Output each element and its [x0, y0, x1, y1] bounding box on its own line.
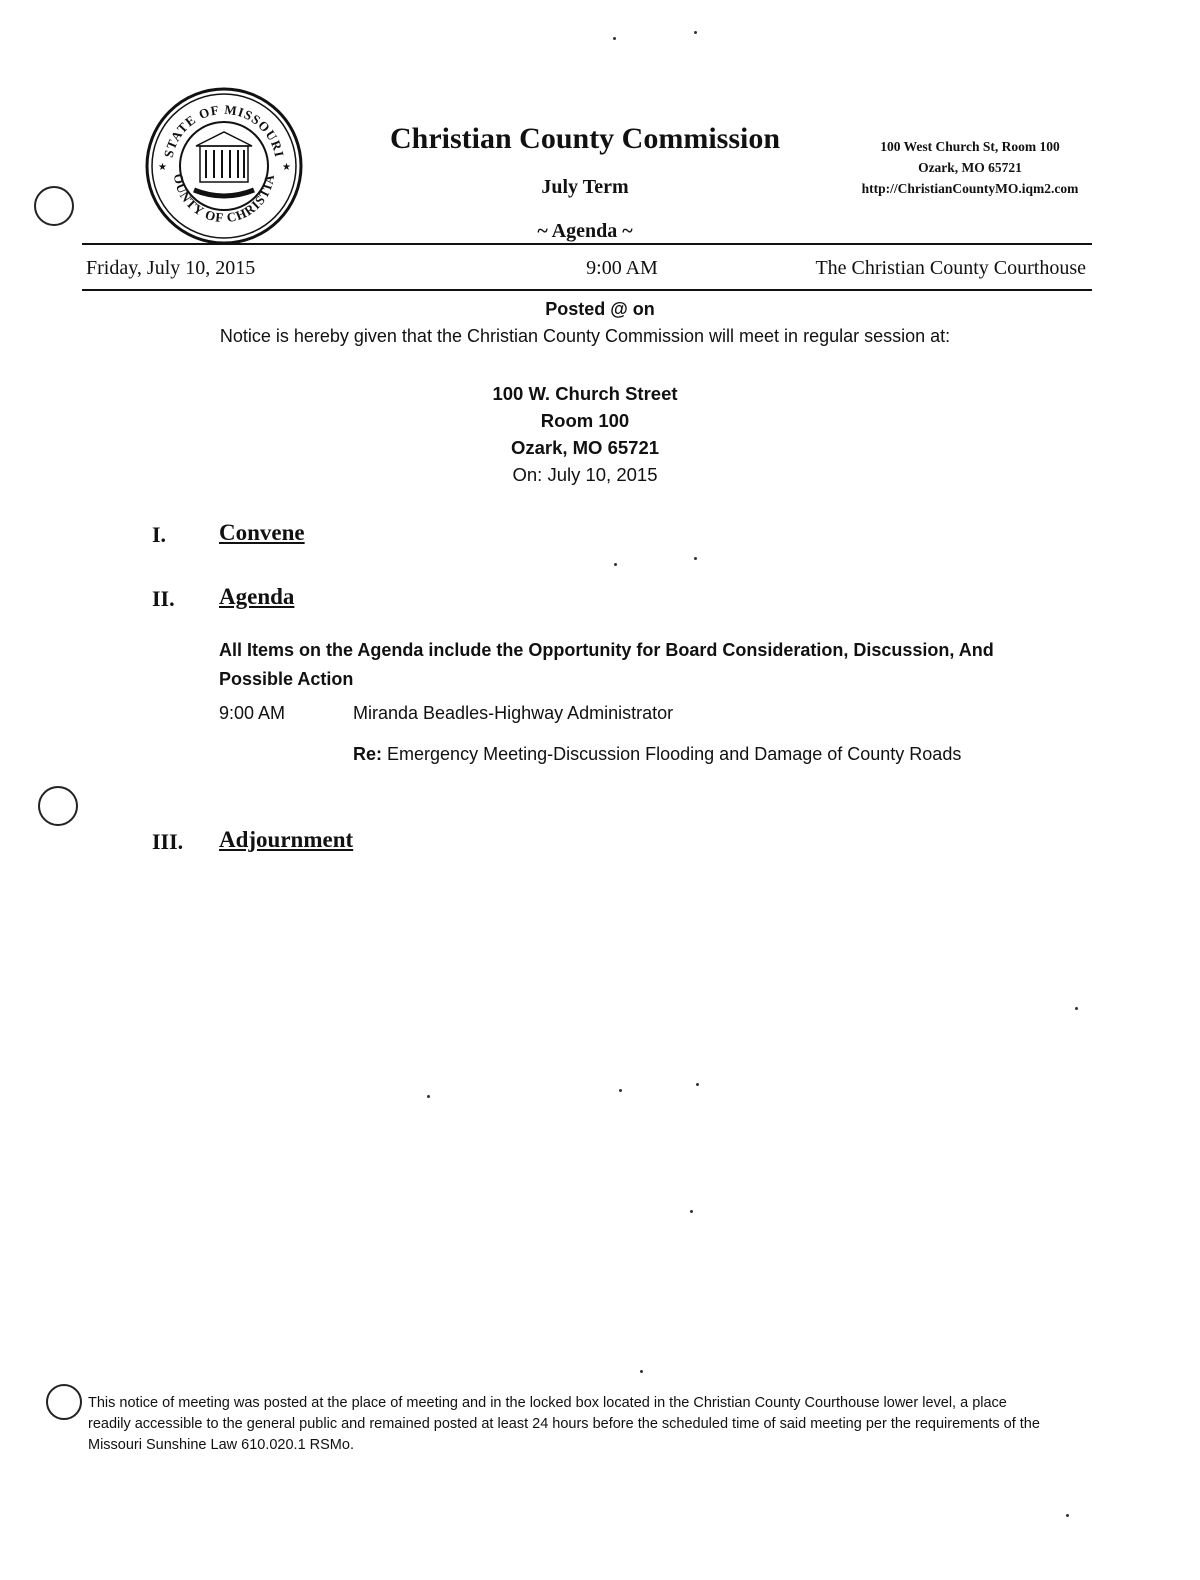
website-link: http://ChristianCountyMO.iqm2.com	[861, 181, 1079, 196]
scan-speck	[694, 557, 697, 560]
posting-notice-footer: This notice of meeting was posted at the place of meeting and in the locked box located in the Christian County Courthouse lower level, a place readily accessible to the general public and remained posted at least 24 hours before the scheduled time of said meeting per the requirements of the Missouri Sunshine Law 610.020.1 RSMo.	[88, 1395, 1040, 1453]
county-seal	[144, 86, 304, 246]
agenda-item-time: 9:00 AM	[219, 703, 286, 723]
section-title-adjournment: Adjournment	[219, 827, 354, 852]
section-title-convene: Convene	[219, 520, 305, 545]
section-number: II.	[152, 586, 175, 611]
scan-speck	[696, 1083, 699, 1086]
scan-speck	[694, 31, 697, 34]
scan-speck	[614, 563, 617, 566]
scan-speck	[427, 1095, 430, 1098]
svg-text:★: ★	[158, 162, 167, 173]
section-number: I.	[152, 522, 167, 547]
agenda-heading: ~ Agenda ~	[537, 220, 633, 242]
agenda-note: All Items on the Agenda include the Opportunity for Board Consideration, Discussion, And Possible Action	[219, 640, 994, 689]
section-title-agenda: Agenda	[219, 584, 295, 609]
agenda-item-presenter: Miranda Beadles-Highway Administrator	[353, 703, 674, 723]
meeting-time: 9:00 AM	[586, 257, 658, 279]
scan-speck	[640, 1370, 643, 1373]
scan-speck	[690, 1210, 693, 1213]
scan-speck	[1075, 1007, 1078, 1010]
seal-text-bottom: OUNTY OF CHRISTIA	[170, 172, 278, 226]
agenda-item-re-text: Emergency Meeting-Discussion Flooding and Damage of County Roads	[387, 744, 962, 764]
commission-title: Christian County Commission	[389, 122, 781, 155]
header-rule-top	[82, 243, 1092, 245]
address-line-1: 100 West Church St, Room 100	[880, 139, 1060, 154]
scan-speck	[619, 1089, 622, 1092]
location-date: On: July 10, 2015	[512, 464, 658, 485]
section-number: III.	[152, 829, 184, 854]
location-room: Room 100	[540, 410, 630, 431]
svg-text:STATE OF MISSOURI	[161, 102, 288, 159]
meeting-date: Friday, July 10, 2015	[86, 257, 256, 279]
notice-text: Notice is hereby given that the Christian County Commission will meet in regular session at:	[219, 326, 951, 346]
address-line-2: Ozark, MO 65721	[918, 160, 1022, 175]
location-city: Ozark, MO 65721	[510, 437, 660, 458]
seal-text-top: STATE OF MISSOURI	[160, 101, 288, 159]
location-street: 100 W. Church Street	[492, 383, 678, 404]
meeting-location	[0, 380, 1170, 488]
agenda-item-re-label: Re:	[353, 744, 383, 764]
punch-hole-top	[34, 186, 74, 226]
punch-hole-middle	[38, 786, 78, 826]
svg-text:★: ★	[282, 162, 291, 173]
punch-hole-bottom	[46, 1384, 82, 1420]
term-label: July Term	[541, 176, 629, 198]
agenda-item-subject	[353, 740, 1003, 768]
scan-speck	[1066, 1514, 1069, 1517]
meeting-place: The Christian County Courthouse	[815, 257, 1086, 279]
scan-speck	[613, 37, 616, 40]
posted-line: Posted @ on	[545, 299, 655, 319]
header-rule-bottom	[82, 289, 1092, 291]
meeting-info-row	[82, 257, 1092, 281]
commission-address	[840, 136, 1100, 199]
